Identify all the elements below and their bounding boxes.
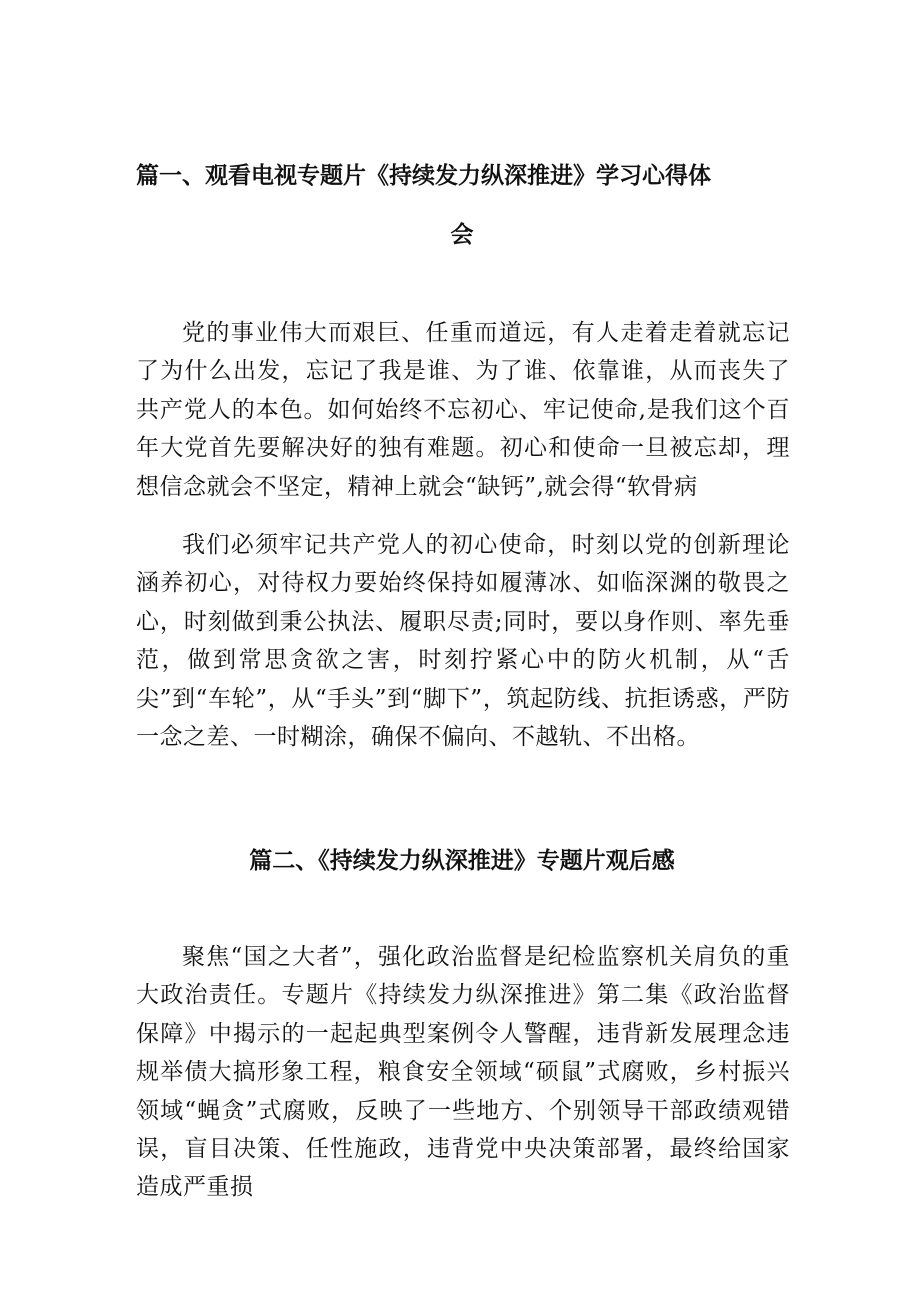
section1-paragraph-1: 党的事业伟大而艰巨、任重而道远，有人走着走着就忘记了为什么出发，忘记了我是谁、为了谁、依靠谁，从而丧失了共产党人的本色。如何始终不忘初心、牢记使命,是我们这个百年大党首先要解决好的独有难题。初心和使命一旦被忘却，理想信念就会不坚定，精神上就会“缺钙”,就会得“软骨病 xyxy=(136,320,790,500)
section1-title-line2: 会 xyxy=(450,222,474,248)
section1-title-line1: 篇一、观看电视专题片《持续发力纵深推进》学习心得体 xyxy=(136,163,711,189)
section2-title: 篇二、《持续发力纵深推进》专题片观后感 xyxy=(249,848,675,874)
section1-paragraph-2: 我们必须牢记共产党人的初心使命，时刻以党的创新理论涵养初心，对待权力要始终保持如履薄冰、如临深渊的敬畏之心，时刻做到秉公执法、履职尽责;同时，要以身作则、率先垂范，做到常思贪欲之害，时刻拧紧心中的防火机制，从“舌尖”到“车轮”，从“手头”到“脚下”，筑起防线、抗拒诱惑，严防一念之差、一时糊涂，确保不偏向、不越轨、不出格。 xyxy=(136,532,790,751)
section2-paragraph-1: 聚焦“国之大者”，强化政治监督是纪检监察机关肩负的重大政治责任。专题片《持续发力纵深推进》第二集《政治监督保障》中揭示的一起起典型案例令人警醒，违背新发展理念违规举债大搞形象工程，粮食安全领域“硕鼠”式腐败，乡村振兴领域“蝇贪”式腐败，反映了一些地方、个别领导干部政绩观错误，盲目决策、任性施政，违背党中央决策部署，最终给国家造成严重损 xyxy=(136,944,790,1201)
